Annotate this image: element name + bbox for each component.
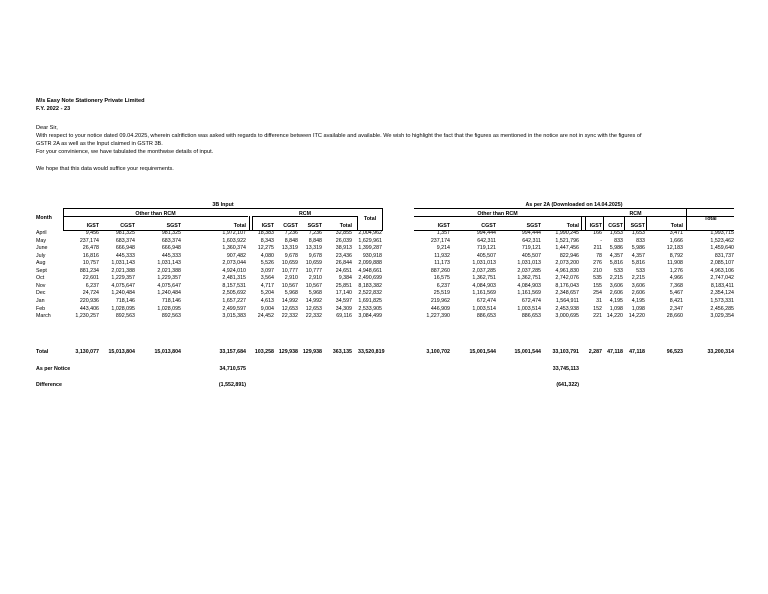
cell-2a: 1,357 [436, 230, 450, 236]
cell-3b: 10,777 [281, 267, 298, 274]
cell-2a: 672,474 [476, 297, 496, 304]
cell-3b: 1,229,357 [111, 275, 135, 282]
rcm-3b: RCM [298, 211, 312, 217]
cell-2a: 1,227,390 [426, 313, 450, 320]
other-than-rcm-2a: Other than RCM [477, 211, 518, 217]
total-3b: 103,258 [254, 349, 274, 355]
cell-3b: 892,563 [161, 313, 181, 320]
cell-3b: 2,910 [308, 275, 322, 282]
cell-2a: 5,986 [609, 245, 623, 252]
cell-3b: 22,332 [281, 313, 298, 320]
cell-2a: 1,564,911 [555, 297, 579, 304]
cell-3b: 4,075,647 [111, 282, 135, 289]
total-2a: 33,103,791 [552, 349, 579, 355]
cell-2a: 14,220 [628, 313, 645, 320]
cell-3b: 23,436 [335, 252, 352, 259]
cell-2a: 886,653 [476, 313, 496, 320]
cell-3b: 8,848 [308, 237, 322, 244]
cell-2a: 2,456,285 [710, 305, 734, 312]
difference-2a: (641,322) [556, 382, 579, 388]
total-2a: 33,200,314 [707, 349, 734, 355]
cell-3b: 2,499,597 [222, 305, 246, 312]
cell-2a: 210 [593, 267, 602, 274]
cell-3b: 2,004,962 [358, 230, 382, 236]
salutation: Dear Sir, [36, 125, 58, 131]
cell-2a: 1,653 [609, 230, 623, 236]
cell-2a: 1,993,715 [710, 230, 734, 236]
cell-3b: 1,972,107 [222, 230, 246, 236]
cell-2a: 31 [596, 297, 602, 304]
cell-3b: 907,482 [226, 252, 246, 259]
row-month: July [36, 252, 46, 259]
letter-paragraph-3: For your convinience, we have tabulated the monthwise details of input. [36, 149, 214, 155]
cell-2a: 672,474 [521, 297, 541, 304]
cell-3b: 892,563 [115, 313, 135, 320]
as-per-notice-3b: 34,710,575 [219, 366, 246, 372]
cell-2a: 833 [636, 237, 645, 244]
col-cgst: CGST [608, 223, 623, 229]
cell-3b: 7,236 [284, 230, 298, 236]
cell-2a: 219,962 [430, 297, 450, 304]
cell-3b: 1,240,484 [111, 290, 135, 297]
financial-year: F.Y. 2022 - 23 [36, 106, 71, 112]
cell-3b: 9,678 [284, 252, 298, 259]
company-name: M/s Easy Note Stationery Private Limited [36, 98, 145, 104]
cell-2a: 2,215 [631, 275, 645, 282]
cell-3b: 8,848 [284, 237, 298, 244]
col-total: Total [566, 223, 579, 229]
cell-2a: 405,507 [521, 252, 541, 259]
total-3b-header: Total [363, 216, 377, 222]
cell-3b: 1,240,484 [157, 290, 181, 297]
cell-3b: 220,936 [79, 297, 99, 304]
cell-3b: 2,021,388 [157, 267, 181, 274]
cell-2a: 11,173 [434, 260, 450, 267]
cell-3b: 14,992 [281, 297, 298, 304]
cell-2a: 11,932 [434, 252, 450, 259]
cell-2a: 7,368 [669, 282, 683, 289]
cell-2a: 887,260 [430, 267, 450, 274]
cell-2a: 5,816 [631, 260, 645, 267]
cell-2a: 833 [614, 237, 623, 244]
as-per-notice-label: As per Notice [36, 366, 71, 372]
cell-3b: 9,004 [260, 305, 274, 312]
cell-2a: 8,792 [669, 252, 683, 259]
row-month: Oct [36, 275, 45, 282]
cell-3b: 2,910 [284, 275, 298, 282]
other-than-rcm-3b: Other than RCM [135, 211, 176, 217]
cell-2a: 994,444 [521, 230, 541, 236]
cell-3b: 32,855 [335, 230, 352, 236]
cell-3b: 5,526 [260, 260, 274, 267]
cell-3b: 4,717 [260, 282, 274, 289]
cell-3b: 718,146 [161, 297, 181, 304]
cell-2a: 28,660 [666, 313, 683, 320]
cell-2a: 14,220 [606, 313, 623, 320]
col-cgst: CGST [120, 223, 135, 229]
cell-2a: 4,084,903 [472, 282, 496, 289]
cell-3b: 1,230,257 [75, 313, 99, 320]
cell-2a: 8,176,043 [555, 282, 579, 289]
cell-2a: 642,311 [522, 237, 541, 244]
cell-2a: 4,966 [669, 275, 683, 282]
col-sgst: SGST [630, 223, 645, 229]
cell-3b: 12,653 [305, 305, 322, 312]
month-header: Month [36, 215, 52, 221]
cell-3b: 26,039 [335, 237, 352, 244]
cell-2a: 886,653 [521, 313, 541, 320]
cell-2a: 1,161,569 [517, 290, 541, 297]
col-sgst: SGST [307, 223, 322, 229]
cell-2a: 6,237 [436, 282, 450, 289]
row-month: March [36, 313, 51, 320]
cell-3b: 26,478 [82, 245, 99, 252]
cell-3b: 10,567 [305, 282, 322, 289]
cell-3b: 2,021,388 [111, 267, 135, 274]
cell-2a: 3,000,695 [555, 313, 579, 320]
cell-2a: 533 [614, 267, 623, 274]
cell-2a: 2,348,657 [555, 290, 579, 297]
cell-2a: 155 [593, 282, 602, 289]
cell-3b: 10,567 [281, 282, 298, 289]
col-sgst: SGST [166, 223, 181, 229]
cell-3b: 4,080 [260, 252, 274, 259]
cell-3b: 3,084,499 [358, 313, 382, 320]
cell-3b: 2,505,692 [222, 290, 246, 297]
row-month: Jan [36, 297, 45, 304]
cell-3b: 10,777 [305, 267, 322, 274]
col-igst: IGST [261, 223, 274, 229]
cell-2a: 1,098 [631, 305, 645, 312]
col-cgst: CGST [481, 223, 496, 229]
cell-3b: 5,968 [284, 290, 298, 297]
cell-2a: 1,521,796 [555, 237, 579, 244]
cell-2a: 1,161,569 [472, 290, 496, 297]
cell-2a: 4,195 [609, 297, 623, 304]
total-2a: 15,001,544 [469, 349, 496, 355]
cell-3b: 930,918 [362, 252, 382, 259]
cell-2a: 4,084,903 [517, 282, 541, 289]
cell-3b: 4,948,661 [358, 267, 382, 274]
col-total: Total [339, 223, 352, 229]
cell-3b: 1,028,095 [111, 305, 135, 312]
total-2a: 3,100,702 [426, 349, 450, 355]
cell-2a: 4,961,830 [555, 267, 579, 274]
cell-3b: 5,968 [308, 290, 322, 297]
cell-3b: 69,116 [336, 313, 352, 320]
col-total: Total [670, 223, 683, 229]
cell-2a: 2,453,938 [555, 305, 579, 312]
cell-3b: 6,237 [85, 282, 99, 289]
group-3b-heading: 3B Input [212, 202, 234, 208]
total-3b: 3,130,077 [75, 349, 99, 355]
cell-2a: 2,037,285 [472, 267, 496, 274]
total-3b: 33,520,819 [358, 349, 385, 355]
cell-2a: 254 [593, 290, 602, 297]
cell-3b: 7,236 [308, 230, 322, 236]
cell-2a: 25,519 [433, 290, 450, 297]
cell-2a: 8,421 [669, 297, 683, 304]
cell-3b: 8,343 [260, 237, 274, 244]
cell-2a: 719,121 [521, 245, 541, 252]
total-2a: 47,118 [629, 349, 645, 355]
cell-3b: 18,383 [257, 230, 274, 236]
cell-2a: - [600, 237, 602, 244]
cell-3b: 10,659 [281, 260, 298, 267]
cell-2a: 4,963,106 [710, 267, 734, 274]
cell-3b: 1,031,143 [111, 260, 135, 267]
cell-2a: 1,031,013 [517, 260, 541, 267]
cell-3b: 1,399,287 [358, 245, 382, 252]
rule [249, 216, 250, 230]
cell-2a: 276 [593, 260, 602, 267]
cell-2a: 5,986 [631, 245, 645, 252]
col-igst: IGST [86, 223, 99, 229]
cell-2a: 2,606 [631, 290, 645, 297]
as-per-notice-2a: 33,745,113 [552, 366, 579, 372]
cell-2a: 166 [593, 230, 602, 236]
cell-3b: 9,678 [308, 252, 322, 259]
cell-3b: 1,691,825 [358, 297, 382, 304]
row-month: May [36, 237, 47, 244]
cell-3b: 237,174 [79, 237, 99, 244]
row-month: April [36, 230, 47, 236]
cell-2a: 2,215 [609, 275, 623, 282]
cell-2a: 221 [593, 313, 602, 320]
cell-2a: 237,174 [430, 237, 450, 244]
cell-3b: 24,452 [257, 313, 274, 320]
cell-2a: 4,195 [631, 297, 645, 304]
letter-paragraph-1: With respect to your notice dated 09.04.2025, wherein calrifiction was asked with regards to difference between ITC available and available. We wish to highlight the fact that the figures as mentioned in the notice are not in sync with the figures of [36, 133, 642, 139]
cell-3b: 2,073,044 [222, 260, 246, 267]
cell-2a: 2,606 [609, 290, 623, 297]
cell-3b: 3,015,383 [222, 313, 246, 320]
cell-3b: 9,384 [338, 275, 352, 282]
cell-2a: 822,946 [559, 252, 579, 259]
cell-2a: 1,098 [609, 305, 623, 312]
cell-3b: 683,374 [161, 237, 181, 244]
cell-3b: 3,564 [260, 275, 274, 282]
row-month: Dec [36, 290, 46, 297]
cell-3b: 881,234 [79, 267, 99, 274]
cell-2a: 78 [596, 252, 602, 259]
cell-2a: 642,311 [477, 237, 496, 244]
total-3b: 363,135 [332, 349, 352, 355]
cell-2a: 2,747,042 [710, 275, 734, 282]
cell-3b: 12,275 [257, 245, 274, 252]
cell-3b: 445,333 [115, 252, 135, 259]
total-3b: 33,157,684 [219, 349, 246, 355]
cell-2a: 1,459,640 [710, 245, 734, 252]
cell-2a: 1,031,013 [472, 260, 496, 267]
total-3b: 129,938 [302, 349, 322, 355]
cell-2a: 16,575 [433, 275, 450, 282]
cell-3b: 445,333 [161, 252, 181, 259]
cell-2a: 1,666 [669, 237, 683, 244]
row-month: June [36, 245, 48, 252]
rule [382, 208, 383, 230]
cell-2a: 152 [593, 305, 602, 312]
cell-2a: 1,362,751 [472, 275, 496, 282]
cell-3b: 13,319 [281, 245, 298, 252]
cell-3b: 17,140 [335, 290, 352, 297]
cell-3b: 981,325 [161, 230, 181, 236]
rule [581, 216, 582, 230]
row-month: Sept [36, 267, 47, 274]
cell-2a: 1,447,456 [555, 245, 579, 252]
cell-3b: 1,629,961 [358, 237, 382, 244]
cell-3b: 24,724 [82, 290, 99, 297]
cell-2a: 2,073,200 [555, 260, 579, 267]
col-sgst: SGST [526, 223, 541, 229]
group-2a-heading: As per 2A (Downloaded on 14.04.2025) [525, 202, 623, 208]
cell-2a: 1,003,514 [472, 305, 496, 312]
col-igst: IGST [589, 223, 602, 229]
total-3b: 15,013,804 [108, 349, 135, 355]
cell-2a: 5,816 [609, 260, 623, 267]
col-igst: IGST [437, 223, 450, 229]
cell-3b: 1,360,374 [222, 245, 246, 252]
cell-3b: 4,613 [260, 297, 274, 304]
cell-3b: 666,948 [161, 245, 181, 252]
cell-2a: 1,276 [669, 267, 683, 274]
cell-2a: 4,357 [609, 252, 623, 259]
cell-3b: 10,659 [305, 260, 322, 267]
total-3b: 129,938 [278, 349, 298, 355]
cell-3b: 4,075,647 [157, 282, 181, 289]
cell-3b: 12,653 [281, 305, 298, 312]
difference-label: Difference [36, 382, 62, 388]
cell-2a: 1,573,331 [710, 297, 734, 304]
letter-paragraph-4: We hope that this data would suffice your requirements. [36, 166, 174, 172]
cell-2a: 8,183,411 [710, 282, 734, 289]
cell-2a: 2,037,285 [517, 267, 541, 274]
row-month: Aug [36, 260, 46, 267]
cell-3b: 1,229,357 [157, 275, 181, 282]
cell-2a: 12,183 [666, 245, 683, 252]
difference-3b: (1,552,891) [218, 382, 246, 388]
col-cgst: CGST [283, 223, 298, 229]
cell-2a: 2,354,124 [710, 290, 734, 297]
cell-2a: 5,467 [669, 290, 683, 297]
cell-3b: 5,204 [260, 290, 274, 297]
cell-2a: 2,347 [669, 305, 683, 312]
row-month: Feb [36, 305, 46, 312]
cell-2a: 2,085,107 [710, 260, 734, 267]
cell-2a: 1,362,751 [517, 275, 541, 282]
cell-3b: 443,406 [79, 305, 99, 312]
letter-paragraph-2: GSTR 2A as well as the Input claimed in GSTR 3B. [36, 141, 163, 147]
cell-3b: 13,319 [305, 245, 322, 252]
total-3b: 15,013,804 [154, 349, 181, 355]
rcm-2a: RCM [629, 211, 642, 217]
cell-3b: 34,309 [335, 305, 352, 312]
total-row-label: Total [36, 349, 49, 355]
cell-3b: 981,325 [115, 230, 135, 236]
cell-3b: 2,099,888 [358, 260, 382, 267]
total-2a: 96,523 [666, 349, 683, 355]
cell-3b: 2,490,699 [358, 275, 382, 282]
total-2a: 2,287 [588, 349, 602, 355]
cell-3b: 666,948 [115, 245, 135, 252]
cell-2a: 1,990,245 [555, 230, 579, 236]
cell-2a: 1,523,462 [710, 237, 734, 244]
cell-2a: 2,742,076 [555, 275, 579, 282]
cell-3b: 10,757 [82, 260, 99, 267]
total-2a: 15,001,544 [514, 349, 541, 355]
cell-3b: 1,031,143 [157, 260, 181, 267]
cell-2a: 3,471 [669, 230, 683, 236]
cell-2a: 994,444 [476, 230, 496, 236]
col-total: Total [233, 223, 246, 229]
cell-3b: 2,481,315 [222, 275, 246, 282]
cell-2a: 3,029,354 [710, 313, 734, 320]
cell-2a: 405,507 [476, 252, 496, 259]
cell-3b: 1,657,227 [222, 297, 246, 304]
cell-2a: 446,909 [430, 305, 450, 312]
cell-3b: 25,851 [335, 282, 352, 289]
cell-2a: 4,357 [631, 252, 645, 259]
cell-3b: 22,332 [305, 313, 322, 320]
cell-3b: 26,844 [335, 260, 352, 267]
cell-2a: 533 [636, 267, 645, 274]
cell-2a: 1,653 [631, 230, 645, 236]
total-2a: 47,118 [607, 349, 623, 355]
total-2a-header: Total [704, 216, 717, 222]
cell-2a: 9,214 [436, 245, 450, 252]
cell-2a: 211 [593, 245, 602, 252]
cell-2a: 1,003,514 [517, 305, 541, 312]
cell-3b: 2,533,905 [358, 305, 382, 312]
cell-2a: 11,908 [667, 260, 683, 267]
cell-2a: 535 [593, 275, 602, 282]
cell-3b: 8,183,382 [358, 282, 382, 289]
cell-3b: 38,913 [335, 245, 352, 252]
cell-3b: 14,992 [305, 297, 322, 304]
cell-3b: 3,097 [260, 267, 274, 274]
cell-2a: 3,606 [631, 282, 645, 289]
cell-3b: 1,028,095 [157, 305, 181, 312]
cell-2a: 3,606 [609, 282, 623, 289]
cell-2a: 831,737 [714, 252, 734, 259]
cell-3b: 4,924,010 [222, 267, 246, 274]
cell-3b: 1,603,922 [222, 237, 246, 244]
cell-2a: 719,121 [476, 245, 496, 252]
cell-3b: 16,816 [82, 252, 99, 259]
cell-3b: 24,651 [335, 267, 352, 274]
cell-3b: 718,146 [115, 297, 135, 304]
cell-3b: 683,374 [115, 237, 135, 244]
row-month: Nov [36, 282, 46, 289]
cell-3b: 2,522,832 [358, 290, 382, 297]
cell-3b: 8,157,531 [222, 282, 246, 289]
cell-3b: 22,601 [82, 275, 99, 282]
cell-3b: 34,597 [335, 297, 352, 304]
cell-3b: 9,456 [85, 230, 99, 236]
